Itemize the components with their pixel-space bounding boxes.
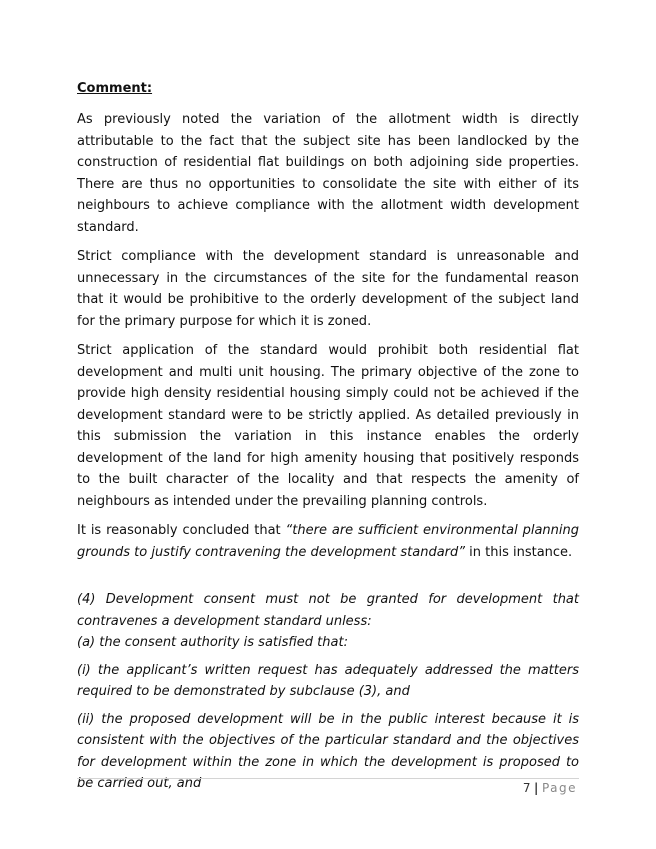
paragraph-strict-compliance: Strict compliance with the development standard is unreasonable and unnecessary in the circumstances of the site for the fundamental reason that it would be prohibitive to the orderly development of the subject land for the primary purpose for which it is zoned. — [77, 249, 579, 329]
paragraph-conclusion — [77, 520, 579, 563]
clause-a: (a) the consent authority is satisfied that: — [77, 635, 348, 650]
clause-ii: (ii) the proposed development will be in the public interest because it is consistent with the objectives of the particular standard and the objectives for development within the zone in which the development is proposed to be carried out, and — [77, 711, 579, 791]
conclusion-quote: “there are sufficient environmental planning grounds to justify contravening the development standard” — [77, 523, 580, 560]
conclusion-text-start: It is reasonably concluded that — [77, 523, 286, 538]
page-number: 7 — [522, 781, 532, 795]
clause-4: (4) Development consent must not be granted for development that contravenes a development standard unless: — [77, 592, 579, 629]
paragraph-strict-application: Strict application of the standard would prohibit both residential flat development and multi unit housing. The primary objective of the zone to provide high density residential housing simply could not be achieved if the development standard were to be strictly applied. As detailed previously in this submission the variation in this instance enables the orderly development of the land for high amenity housing that positively responds to the built character of the locality and that respects the amenity of neighbours as intended under the prevailing planning controls. — [77, 343, 579, 509]
clause-i: (i) the applicant’s written request has adequately addressed the matters required to be demonstrated by subclause (3), and — [77, 662, 579, 699]
comment-heading: Comment: — [77, 81, 153, 96]
page-content — [77, 79, 579, 795]
footer-divider — [77, 778, 579, 779]
page-separator: | — [534, 781, 539, 795]
conclusion-text-end: in this instance. — [465, 544, 573, 560]
page-label: Page — [541, 781, 577, 795]
paragraph-allotment-width: As previously noted the variation of the allotment width is directly attributable to the fact that the subject site has been landlocked by the construction of residential flat buildings on both adjoining side properties. There are thus no opportunities to consolidate the site with either of its neighbours to achieve compliance with the allotment width development standard. — [77, 112, 579, 235]
page-footer — [523, 781, 577, 795]
